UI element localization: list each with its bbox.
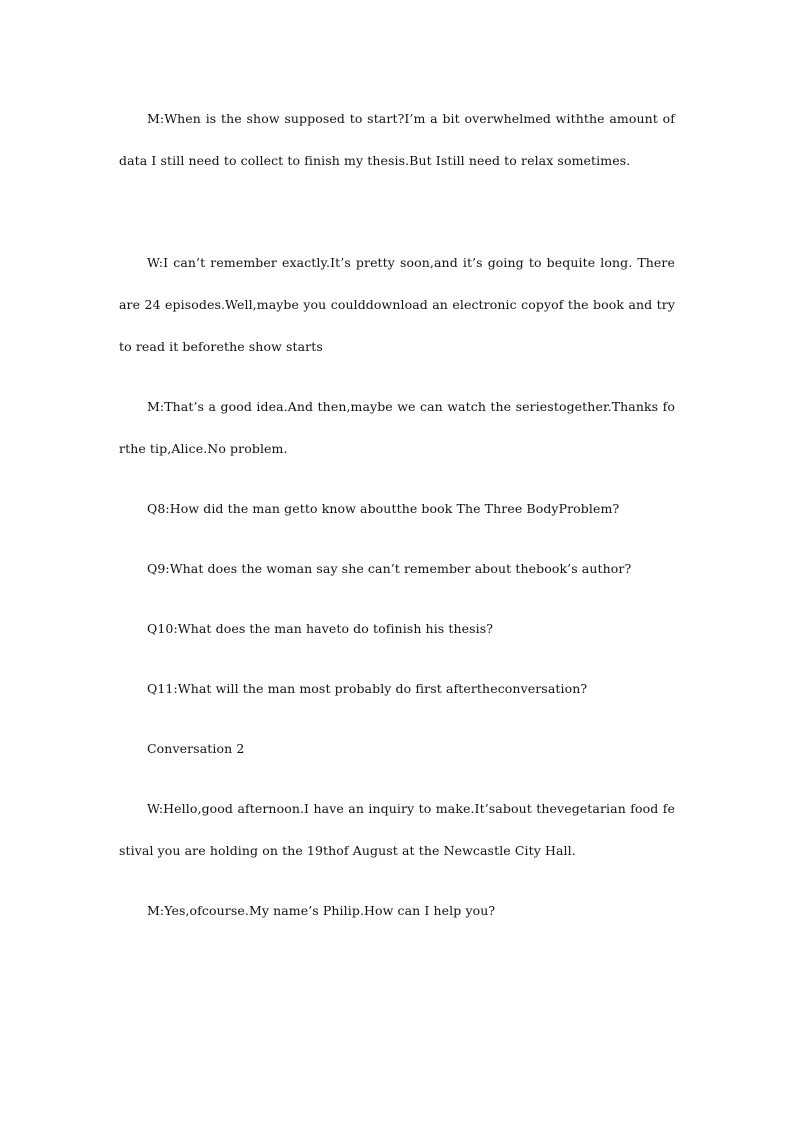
question-q11: Q11:What will the man most probably do first aftertheconversation? (147, 681, 588, 696)
question-q8: Q8:How did the man getto know aboutthe book The Three BodyProblem? (147, 501, 620, 516)
question-q10: Q10:What does the man haveto do tofinish his thesis? (147, 621, 494, 636)
conversation-heading: Conversation 2 (147, 741, 245, 756)
paragraph-m-good-idea: M:That’s a good idea.And then,maybe we can watch the seriestogether.Thanks forthe tip,Alice.No problem. (119, 399, 675, 456)
paragraph-w-inquiry: W:Hello,good afternoon.I have an inquiry to make.It’sabout thevegetarian food festival you are holding on the 19thof August at the Newcastle City Hall. (119, 801, 675, 858)
question-q9: Q9:What does the woman say she can’t remember about thebook’s author? (147, 561, 632, 576)
paragraph-w-cant-remember: W:I can’t remember exactly.It’s pretty soon,and it’s going to bequite long. There are 24 episodes.Well,maybe you coulddownload an electronic copyof the book and try to read it beforethe show starts (119, 255, 675, 354)
paragraph-m-show-start: M:When is the show supposed to start?I’m a bit overwhelmed withthe amount of data I still need to collect to finish my thesis.But Istill need to relax sometimes. (119, 111, 675, 168)
paragraph-m-philip: M:Yes,ofcourse.My name’s Philip.How can I help you? (147, 903, 496, 918)
